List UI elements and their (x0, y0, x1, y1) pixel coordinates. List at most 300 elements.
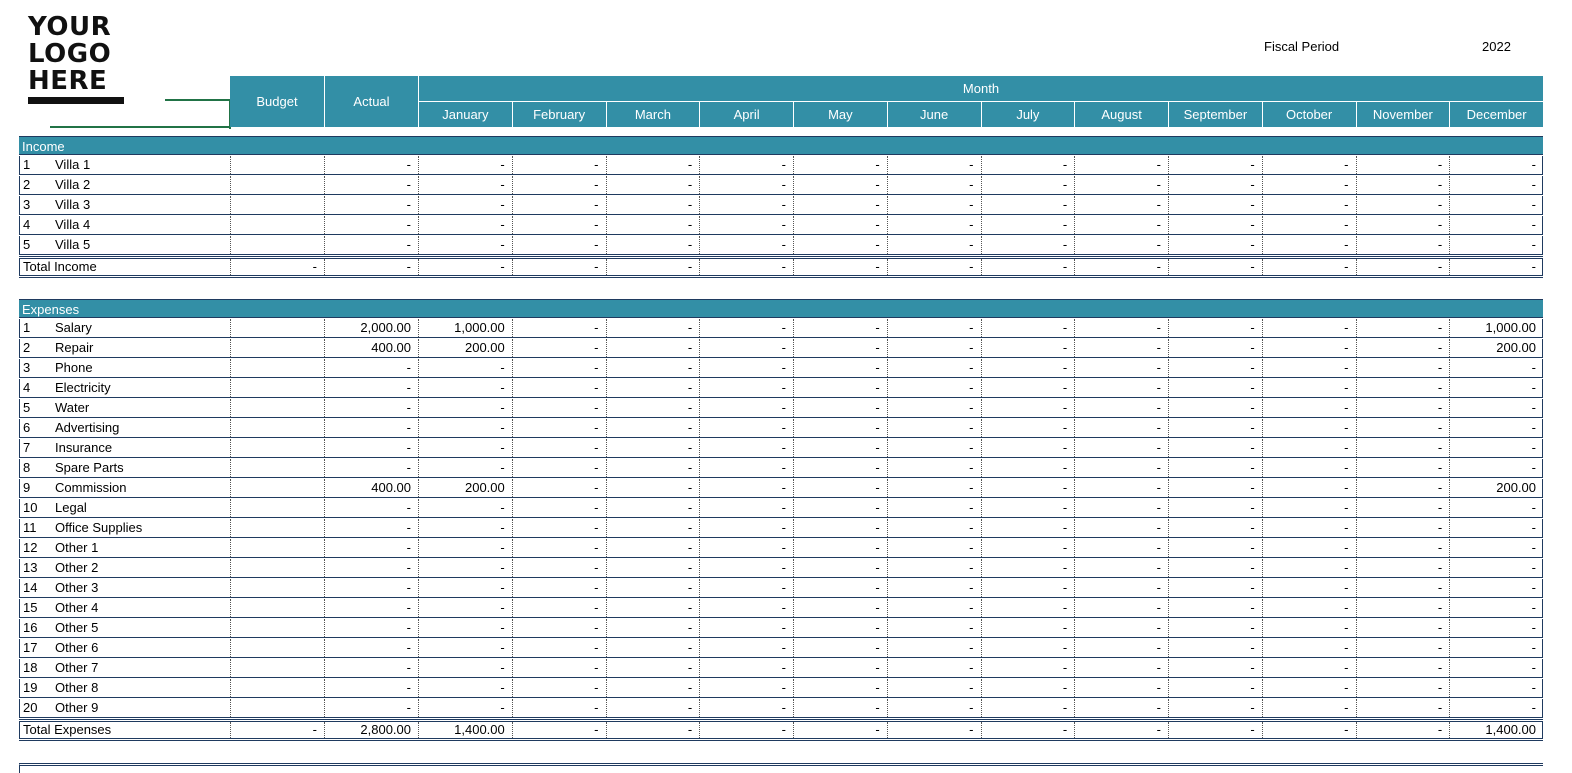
month-cell-july[interactable]: - (981, 519, 1075, 537)
month-cell-december[interactable]: - (1449, 679, 1543, 697)
month-cell-march[interactable]: - (606, 639, 700, 657)
month-cell-november[interactable]: - (1356, 236, 1450, 254)
month-cell-january[interactable]: - (418, 236, 512, 254)
month-cell-october[interactable]: - (1262, 579, 1356, 597)
month-cell-october[interactable]: - (1262, 519, 1356, 537)
month-cell-june[interactable]: - (887, 679, 981, 697)
month-cell-december[interactable]: - (1449, 659, 1543, 677)
month-cell-march[interactable]: - (606, 479, 700, 497)
month-cell-november[interactable]: - (1356, 176, 1450, 194)
month-cell-may[interactable]: - (793, 216, 887, 234)
month-cell-october[interactable]: - (1262, 599, 1356, 617)
month-cell-january[interactable]: - (418, 176, 512, 194)
month-cell-october[interactable]: - (1262, 499, 1356, 517)
budget-cell[interactable] (230, 216, 324, 234)
month-cell-march[interactable]: - (606, 459, 700, 477)
month-cell-july[interactable]: - (981, 359, 1075, 377)
month-cell-march[interactable]: - (606, 379, 700, 397)
month-cell-october[interactable]: - (1262, 479, 1356, 497)
month-cell-november[interactable]: - (1356, 479, 1450, 497)
month-cell-february[interactable]: - (512, 699, 606, 717)
month-cell-january[interactable]: - (418, 619, 512, 637)
month-cell-april[interactable]: - (699, 236, 793, 254)
month-cell-february[interactable]: - (512, 176, 606, 194)
month-cell-august[interactable]: - (1074, 339, 1168, 357)
actual-cell[interactable]: - (324, 499, 418, 517)
month-cell-may[interactable]: - (793, 156, 887, 174)
month-cell-november[interactable]: - (1356, 399, 1450, 417)
month-cell-august[interactable]: - (1074, 679, 1168, 697)
month-cell-september[interactable]: - (1168, 659, 1262, 677)
budget-cell[interactable] (230, 539, 324, 557)
month-cell-january[interactable]: - (418, 419, 512, 437)
row-label[interactable] (19, 196, 230, 214)
month-cell-june[interactable]: - (887, 659, 981, 677)
month-cell-may[interactable]: - (793, 539, 887, 557)
month-cell-june[interactable]: - (887, 156, 981, 174)
actual-cell[interactable]: 400.00 (324, 339, 418, 357)
month-cell-january[interactable]: 200.00 (418, 339, 512, 357)
month-cell-july[interactable]: - (981, 196, 1075, 214)
month-cell-september[interactable]: - (1168, 619, 1262, 637)
month-cell-november[interactable]: - (1356, 579, 1450, 597)
month-cell-february[interactable]: - (512, 319, 606, 337)
actual-cell[interactable]: - (324, 399, 418, 417)
month-cell-july[interactable]: - (981, 216, 1075, 234)
month-cell-october[interactable]: - (1262, 679, 1356, 697)
month-cell-december[interactable]: - (1449, 259, 1543, 275)
actual-cell[interactable]: - (324, 539, 418, 557)
actual-cell[interactable]: - (324, 176, 418, 194)
month-cell-october[interactable]: - (1262, 619, 1356, 637)
month-cell-february[interactable]: - (512, 339, 606, 357)
month-cell-july[interactable]: - (981, 639, 1075, 657)
month-header-october[interactable]: October (1262, 102, 1356, 127)
month-cell-february[interactable]: - (512, 399, 606, 417)
month-cell-september[interactable]: - (1168, 579, 1262, 597)
month-cell-february[interactable]: - (512, 359, 606, 377)
month-cell-december[interactable]: - (1449, 699, 1543, 717)
month-cell-april[interactable]: - (699, 659, 793, 677)
month-cell-january[interactable]: - (418, 156, 512, 174)
row-label[interactable] (19, 579, 230, 597)
month-header-june[interactable]: June (887, 102, 981, 127)
month-cell-june[interactable]: - (887, 236, 981, 254)
actual-cell[interactable]: - (324, 619, 418, 637)
actual-cell[interactable]: - (324, 359, 418, 377)
month-cell-july[interactable]: - (981, 459, 1075, 477)
budget-cell[interactable] (230, 479, 324, 497)
row-label[interactable] (19, 359, 230, 377)
month-cell-february[interactable]: - (512, 236, 606, 254)
month-cell-august[interactable]: - (1074, 619, 1168, 637)
month-cell-january[interactable]: - (418, 659, 512, 677)
month-cell-november[interactable]: - (1356, 679, 1450, 697)
month-cell-september[interactable]: - (1168, 216, 1262, 234)
month-cell-august[interactable]: - (1074, 319, 1168, 337)
month-cell-august[interactable]: - (1074, 519, 1168, 537)
month-cell-july[interactable]: - (981, 699, 1075, 717)
row-label[interactable] (19, 559, 230, 577)
budget-cell[interactable] (230, 559, 324, 577)
actual-cell[interactable]: - (324, 419, 418, 437)
month-cell-september[interactable]: - (1168, 599, 1262, 617)
month-cell-april[interactable]: - (699, 156, 793, 174)
month-cell-september[interactable]: - (1168, 559, 1262, 577)
month-cell-june[interactable]: - (887, 439, 981, 457)
month-cell-december[interactable]: - (1449, 196, 1543, 214)
month-cell-july[interactable]: - (981, 236, 1075, 254)
actual-cell[interactable]: - (324, 216, 418, 234)
month-cell-april[interactable]: - (699, 196, 793, 214)
month-cell-july[interactable]: - (981, 176, 1075, 194)
month-cell-february[interactable]: - (512, 459, 606, 477)
month-cell-december[interactable]: - (1449, 639, 1543, 657)
month-cell-may[interactable]: - (793, 259, 887, 275)
month-cell-november[interactable]: - (1356, 599, 1450, 617)
month-cell-march[interactable]: - (606, 679, 700, 697)
month-cell-october[interactable]: - (1262, 699, 1356, 717)
month-cell-july[interactable]: - (981, 659, 1075, 677)
month-cell-december[interactable]: - (1449, 519, 1543, 537)
month-cell-november[interactable]: - (1356, 439, 1450, 457)
month-cell-october[interactable]: - (1262, 156, 1356, 174)
month-cell-august[interactable]: - (1074, 439, 1168, 457)
month-cell-august[interactable]: - (1074, 379, 1168, 397)
month-cell-june[interactable]: - (887, 319, 981, 337)
month-cell-june[interactable]: - (887, 559, 981, 577)
month-cell-august[interactable]: - (1074, 722, 1168, 738)
month-cell-june[interactable]: - (887, 216, 981, 234)
month-cell-january[interactable]: - (418, 539, 512, 557)
month-cell-december[interactable]: - (1449, 236, 1543, 254)
month-cell-july[interactable]: - (981, 722, 1075, 738)
month-cell-february[interactable]: - (512, 722, 606, 738)
month-cell-october[interactable]: - (1262, 639, 1356, 657)
month-cell-february[interactable]: - (512, 679, 606, 697)
month-cell-april[interactable]: - (699, 419, 793, 437)
month-cell-november[interactable]: - (1356, 539, 1450, 557)
month-cell-may[interactable]: - (793, 599, 887, 617)
month-cell-december[interactable]: - (1449, 216, 1543, 234)
month-cell-october[interactable]: - (1262, 559, 1356, 577)
month-cell-february[interactable]: - (512, 419, 606, 437)
month-cell-august[interactable]: - (1074, 539, 1168, 557)
month-cell-march[interactable]: - (606, 399, 700, 417)
month-cell-october[interactable]: - (1262, 339, 1356, 357)
month-cell-april[interactable]: - (699, 439, 793, 457)
month-cell-june[interactable]: - (887, 359, 981, 377)
month-cell-november[interactable]: - (1356, 519, 1450, 537)
budget-cell[interactable] (230, 699, 324, 717)
month-cell-january[interactable]: - (418, 216, 512, 234)
month-cell-march[interactable]: - (606, 439, 700, 457)
month-cell-september[interactable]: - (1168, 699, 1262, 717)
month-cell-february[interactable]: - (512, 259, 606, 275)
month-cell-april[interactable]: - (699, 459, 793, 477)
month-cell-january[interactable]: - (418, 519, 512, 537)
month-cell-july[interactable]: - (981, 156, 1075, 174)
month-cell-october[interactable]: - (1262, 359, 1356, 377)
budget-cell[interactable] (230, 176, 324, 194)
month-cell-february[interactable]: - (512, 559, 606, 577)
actual-cell[interactable]: - (324, 599, 418, 617)
month-cell-november[interactable]: - (1356, 699, 1450, 717)
month-cell-july[interactable]: - (981, 399, 1075, 417)
month-cell-november[interactable]: - (1356, 459, 1450, 477)
month-cell-june[interactable]: - (887, 499, 981, 517)
month-cell-march[interactable]: - (606, 539, 700, 557)
month-cell-february[interactable]: - (512, 599, 606, 617)
month-cell-january[interactable]: - (418, 439, 512, 457)
month-cell-august[interactable]: - (1074, 399, 1168, 417)
month-cell-june[interactable]: - (887, 722, 981, 738)
month-cell-january[interactable]: - (418, 379, 512, 397)
row-label[interactable] (19, 156, 230, 174)
month-cell-february[interactable]: - (512, 499, 606, 517)
row-label[interactable] (19, 659, 230, 677)
budget-cell[interactable] (230, 379, 324, 397)
month-cell-april[interactable]: - (699, 519, 793, 537)
month-cell-april[interactable]: - (699, 379, 793, 397)
budget-cell[interactable] (230, 236, 324, 254)
budget-cell[interactable] (230, 439, 324, 457)
month-cell-october[interactable]: - (1262, 196, 1356, 214)
expenses-section-header[interactable]: Expenses (19, 299, 1543, 318)
month-header-april[interactable]: April (699, 102, 793, 127)
actual-cell[interactable]: - (324, 559, 418, 577)
month-cell-may[interactable]: - (793, 319, 887, 337)
month-cell-january[interactable]: - (418, 559, 512, 577)
month-header-november[interactable]: November (1356, 102, 1450, 127)
month-cell-november[interactable]: - (1356, 659, 1450, 677)
month-cell-november[interactable]: - (1356, 339, 1450, 357)
budget-cell[interactable] (230, 196, 324, 214)
month-cell-december[interactable]: - (1449, 459, 1543, 477)
row-label[interactable] (19, 236, 230, 254)
month-cell-january[interactable]: - (418, 599, 512, 617)
month-cell-june[interactable]: - (887, 459, 981, 477)
month-cell-august[interactable]: - (1074, 216, 1168, 234)
expenses-total-label[interactable]: Total Expenses (19, 722, 230, 738)
month-cell-september[interactable]: - (1168, 539, 1262, 557)
budget-cell[interactable] (230, 519, 324, 537)
month-cell-june[interactable]: - (887, 699, 981, 717)
row-label[interactable] (19, 539, 230, 557)
month-cell-january[interactable]: - (418, 359, 512, 377)
month-cell-march[interactable]: - (606, 559, 700, 577)
month-cell-june[interactable]: - (887, 639, 981, 657)
row-label[interactable] (19, 319, 230, 337)
month-cell-july[interactable]: - (981, 479, 1075, 497)
actual-column-header[interactable]: Actual (324, 76, 418, 127)
actual-cell[interactable]: 2,800.00 (324, 722, 418, 738)
month-cell-august[interactable]: - (1074, 479, 1168, 497)
month-cell-april[interactable]: - (699, 579, 793, 597)
month-cell-august[interactable]: - (1074, 599, 1168, 617)
row-label[interactable] (19, 399, 230, 417)
month-cell-may[interactable]: - (793, 519, 887, 537)
month-cell-december[interactable]: - (1449, 176, 1543, 194)
row-label[interactable] (19, 619, 230, 637)
month-cell-may[interactable]: - (793, 659, 887, 677)
budget-cell[interactable] (230, 319, 324, 337)
month-group-header[interactable]: Month (418, 76, 1543, 101)
actual-cell[interactable]: - (324, 439, 418, 457)
month-cell-september[interactable]: - (1168, 259, 1262, 275)
month-cell-may[interactable]: - (793, 339, 887, 357)
month-cell-august[interactable]: - (1074, 659, 1168, 677)
month-cell-may[interactable]: - (793, 619, 887, 637)
actual-cell[interactable]: 2,000.00 (324, 319, 418, 337)
month-cell-december[interactable]: - (1449, 439, 1543, 457)
month-header-july[interactable]: July (981, 102, 1075, 127)
month-cell-march[interactable]: - (606, 659, 700, 677)
budget-cell[interactable] (230, 639, 324, 657)
month-cell-april[interactable]: - (699, 539, 793, 557)
month-cell-september[interactable]: - (1168, 196, 1262, 214)
month-cell-august[interactable]: - (1074, 176, 1168, 194)
row-label[interactable] (19, 519, 230, 537)
month-cell-november[interactable]: - (1356, 379, 1450, 397)
month-cell-may[interactable]: - (793, 679, 887, 697)
month-cell-february[interactable]: - (512, 659, 606, 677)
month-cell-july[interactable]: - (981, 559, 1075, 577)
actual-cell[interactable]: 400.00 (324, 479, 418, 497)
actual-cell[interactable]: - (324, 379, 418, 397)
month-cell-july[interactable]: - (981, 259, 1075, 275)
budget-cell[interactable] (230, 599, 324, 617)
income-total-label[interactable]: Total Income (19, 259, 230, 275)
month-cell-december[interactable]: 200.00 (1449, 479, 1543, 497)
month-cell-march[interactable]: - (606, 419, 700, 437)
row-label[interactable] (19, 339, 230, 357)
month-cell-december[interactable]: - (1449, 599, 1543, 617)
month-cell-january[interactable]: 1,400.00 (418, 722, 512, 738)
month-cell-may[interactable]: - (793, 419, 887, 437)
month-cell-november[interactable]: - (1356, 359, 1450, 377)
month-cell-january[interactable]: - (418, 579, 512, 597)
month-cell-september[interactable]: - (1168, 459, 1262, 477)
month-cell-april[interactable]: - (699, 699, 793, 717)
month-cell-march[interactable]: - (606, 339, 700, 357)
month-cell-july[interactable]: - (981, 499, 1075, 517)
row-label[interactable] (19, 176, 230, 194)
month-cell-july[interactable]: - (981, 539, 1075, 557)
month-cell-april[interactable]: - (699, 679, 793, 697)
month-cell-march[interactable]: - (606, 176, 700, 194)
month-cell-april[interactable]: - (699, 722, 793, 738)
month-cell-january[interactable]: - (418, 699, 512, 717)
month-cell-april[interactable]: - (699, 216, 793, 234)
month-cell-december[interactable]: - (1449, 399, 1543, 417)
month-cell-march[interactable]: - (606, 259, 700, 275)
month-cell-october[interactable]: - (1262, 659, 1356, 677)
month-cell-december[interactable]: - (1449, 379, 1543, 397)
month-cell-june[interactable]: - (887, 479, 981, 497)
month-cell-september[interactable]: - (1168, 156, 1262, 174)
actual-cell[interactable]: - (324, 579, 418, 597)
actual-cell[interactable]: - (324, 259, 418, 275)
month-cell-december[interactable]: - (1449, 539, 1543, 557)
month-cell-june[interactable]: - (887, 619, 981, 637)
month-cell-may[interactable]: - (793, 479, 887, 497)
row-label[interactable] (19, 479, 230, 497)
month-header-august[interactable]: August (1074, 102, 1168, 127)
month-cell-january[interactable]: 1,000.00 (418, 319, 512, 337)
month-cell-november[interactable]: - (1356, 196, 1450, 214)
month-cell-september[interactable]: - (1168, 419, 1262, 437)
month-cell-september[interactable]: - (1168, 319, 1262, 337)
month-cell-september[interactable]: - (1168, 439, 1262, 457)
month-cell-january[interactable]: - (418, 399, 512, 417)
month-cell-august[interactable]: - (1074, 196, 1168, 214)
budget-column-header[interactable]: Budget (230, 76, 324, 127)
month-cell-july[interactable]: - (981, 379, 1075, 397)
month-cell-september[interactable]: - (1168, 479, 1262, 497)
budget-cell[interactable] (230, 459, 324, 477)
month-cell-april[interactable]: - (699, 559, 793, 577)
month-header-february[interactable]: February (512, 102, 606, 127)
month-cell-july[interactable]: - (981, 419, 1075, 437)
actual-cell[interactable]: - (324, 639, 418, 657)
month-cell-january[interactable]: - (418, 259, 512, 275)
row-label[interactable] (19, 379, 230, 397)
month-cell-may[interactable]: - (793, 399, 887, 417)
row-label[interactable] (19, 639, 230, 657)
month-cell-february[interactable]: - (512, 619, 606, 637)
month-cell-june[interactable]: - (887, 519, 981, 537)
actual-cell[interactable]: - (324, 519, 418, 537)
month-cell-march[interactable]: - (606, 519, 700, 537)
month-cell-february[interactable]: - (512, 379, 606, 397)
month-cell-march[interactable]: - (606, 236, 700, 254)
budget-cell[interactable] (230, 359, 324, 377)
month-cell-july[interactable]: - (981, 339, 1075, 357)
budget-cell[interactable] (230, 339, 324, 357)
budget-cell[interactable]: - (230, 722, 324, 738)
month-cell-august[interactable]: - (1074, 156, 1168, 174)
actual-cell[interactable]: - (324, 659, 418, 677)
month-cell-october[interactable]: - (1262, 236, 1356, 254)
row-label[interactable] (19, 419, 230, 437)
month-cell-march[interactable]: - (606, 619, 700, 637)
month-cell-october[interactable]: - (1262, 319, 1356, 337)
month-header-january[interactable]: January (418, 102, 512, 127)
month-cell-december[interactable]: - (1449, 499, 1543, 517)
month-cell-july[interactable]: - (981, 579, 1075, 597)
month-cell-february[interactable]: - (512, 579, 606, 597)
month-cell-february[interactable]: - (512, 156, 606, 174)
month-cell-february[interactable]: - (512, 479, 606, 497)
budget-cell[interactable] (230, 679, 324, 697)
month-cell-november[interactable]: - (1356, 216, 1450, 234)
month-cell-january[interactable]: - (418, 639, 512, 657)
month-cell-october[interactable]: - (1262, 722, 1356, 738)
month-cell-march[interactable]: - (606, 319, 700, 337)
month-header-december[interactable]: December (1449, 102, 1543, 127)
actual-cell[interactable]: - (324, 679, 418, 697)
month-cell-november[interactable]: - (1356, 619, 1450, 637)
month-cell-march[interactable]: - (606, 499, 700, 517)
month-cell-august[interactable]: - (1074, 419, 1168, 437)
month-cell-may[interactable]: - (793, 236, 887, 254)
month-cell-april[interactable]: - (699, 399, 793, 417)
actual-cell[interactable]: - (324, 156, 418, 174)
month-cell-june[interactable]: - (887, 339, 981, 357)
month-cell-april[interactable]: - (699, 479, 793, 497)
month-cell-may[interactable]: - (793, 196, 887, 214)
